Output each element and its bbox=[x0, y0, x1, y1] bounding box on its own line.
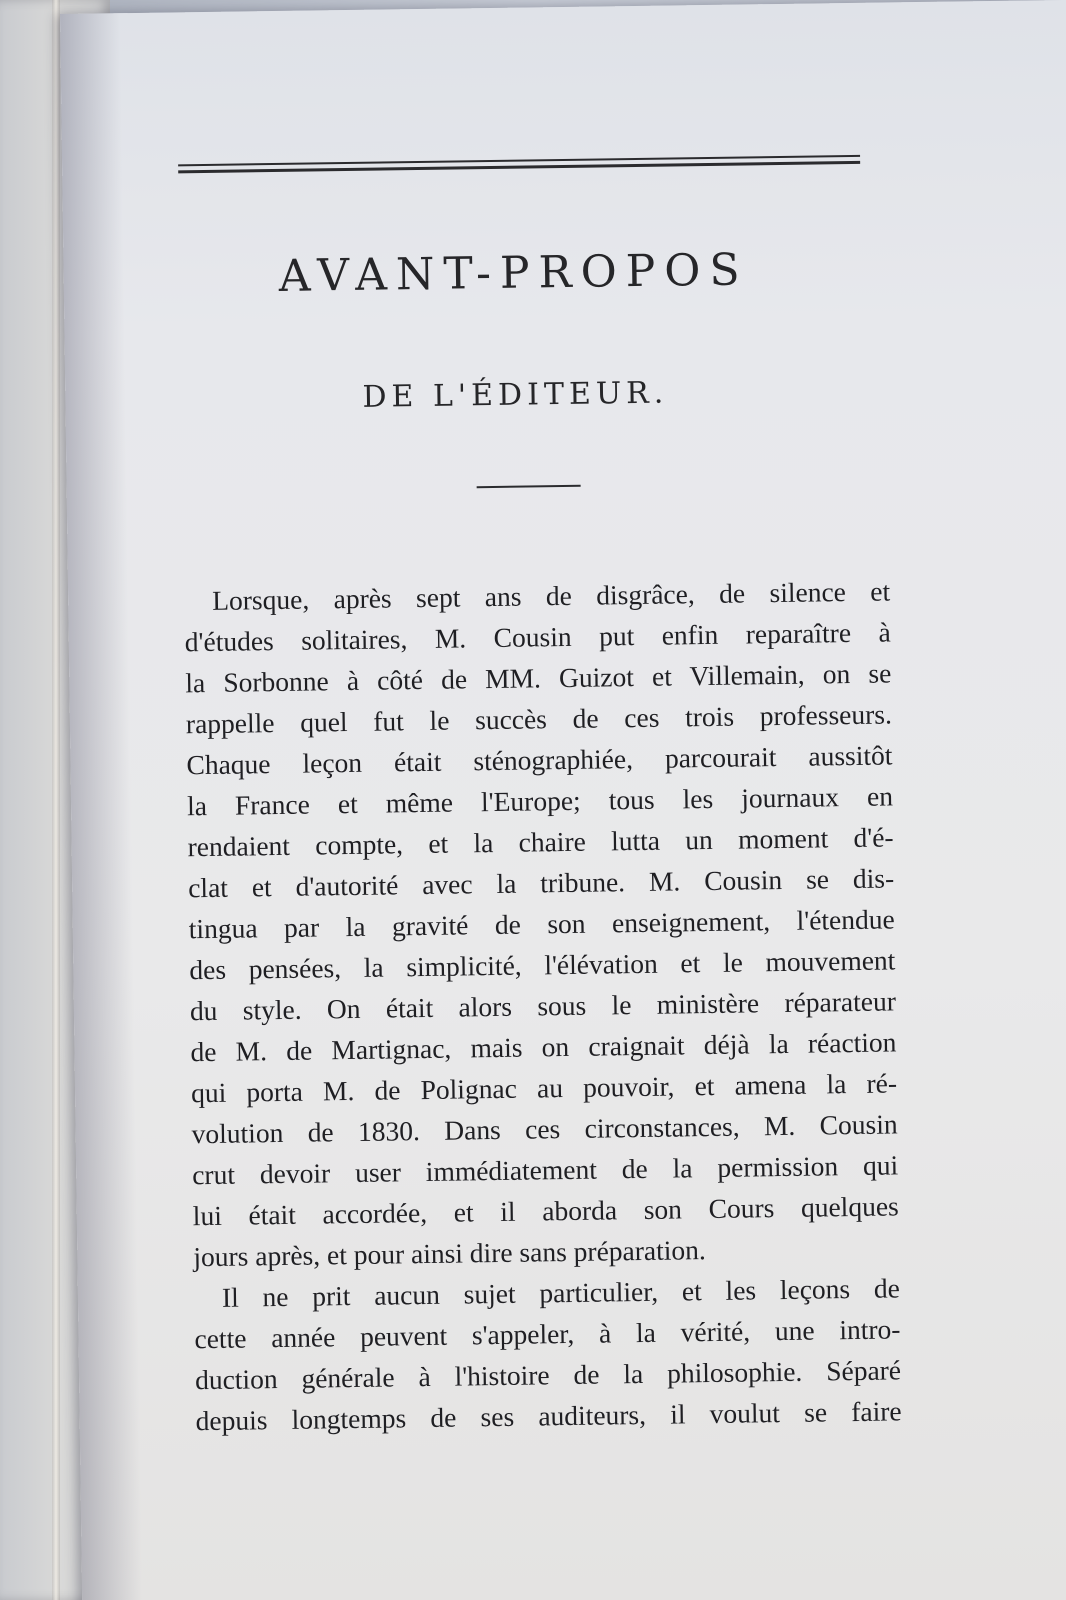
text-line: Chaque leçon était sténographiée, parcourait aussitôt bbox=[186, 739, 893, 781]
page-subtitle: DE L'ÉDITEUR. bbox=[362, 375, 669, 415]
text-line: Il ne prit aucun sujet particulier, et les leçons de bbox=[221, 1272, 901, 1313]
text-line: des pensées, la simplicité, l'élévation et le mouvement bbox=[189, 944, 896, 986]
text-line: qui porta M. de Polignac au pouvoir, et amena la ré- bbox=[190, 1067, 898, 1109]
text-line: la Sorbonne à côté de MM. Guizot et Villemain, on se bbox=[185, 657, 892, 699]
divider-rule bbox=[477, 485, 581, 488]
text-line: d'études solitaires, M. Cousin put enfin reparaître à bbox=[184, 616, 891, 658]
text-line: duction générale à l'histoire de la philosophie. Séparé bbox=[194, 1354, 902, 1396]
text-line: Lorsque, après sept ans de disgrâce, de silence et bbox=[211, 575, 891, 616]
text-line: tingua par la gravité de son enseignement, l'étendue bbox=[188, 903, 895, 945]
text-line: depuis longtemps de ses auditeurs, il voulut se faire bbox=[195, 1395, 902, 1437]
body-text bbox=[184, 570, 902, 1441]
text-line: crut devoir user immédiatement de la permission qui bbox=[192, 1149, 899, 1191]
text-line: rappelle quel fut le succès de ces trois professeurs. bbox=[185, 698, 893, 740]
book-page bbox=[60, 0, 1066, 1600]
paragraph-2 bbox=[194, 1267, 902, 1441]
text-line: du style. On était alors sous le ministère réparateur bbox=[189, 985, 897, 1027]
text-line: rendaient compte, et la chaire lutta un moment d'é- bbox=[187, 821, 894, 863]
text-line: cette année peuvent s'appeler, à la vérité, une intro- bbox=[194, 1313, 901, 1355]
text-line: lui était accordée, et il aborda son Cours quelques bbox=[192, 1190, 899, 1232]
page-title: AVANT-PROPOS bbox=[278, 244, 749, 302]
text-line: de M. de Martignac, mais on craignait déjà la réaction bbox=[190, 1026, 897, 1068]
paragraph-1 bbox=[184, 570, 900, 1277]
text-line: volution de 1830. Dans ces circonstances, M. Cousin bbox=[191, 1108, 898, 1150]
page-edges bbox=[52, 0, 60, 1600]
text-line: jours après, et pour ainsi dire sans préparation. bbox=[193, 1234, 706, 1273]
text-line: la France et même l'Europe; tous les journaux en bbox=[186, 780, 894, 822]
text-line: clat et d'autorité avec la tribune. M. Cousin se dis- bbox=[187, 862, 895, 904]
